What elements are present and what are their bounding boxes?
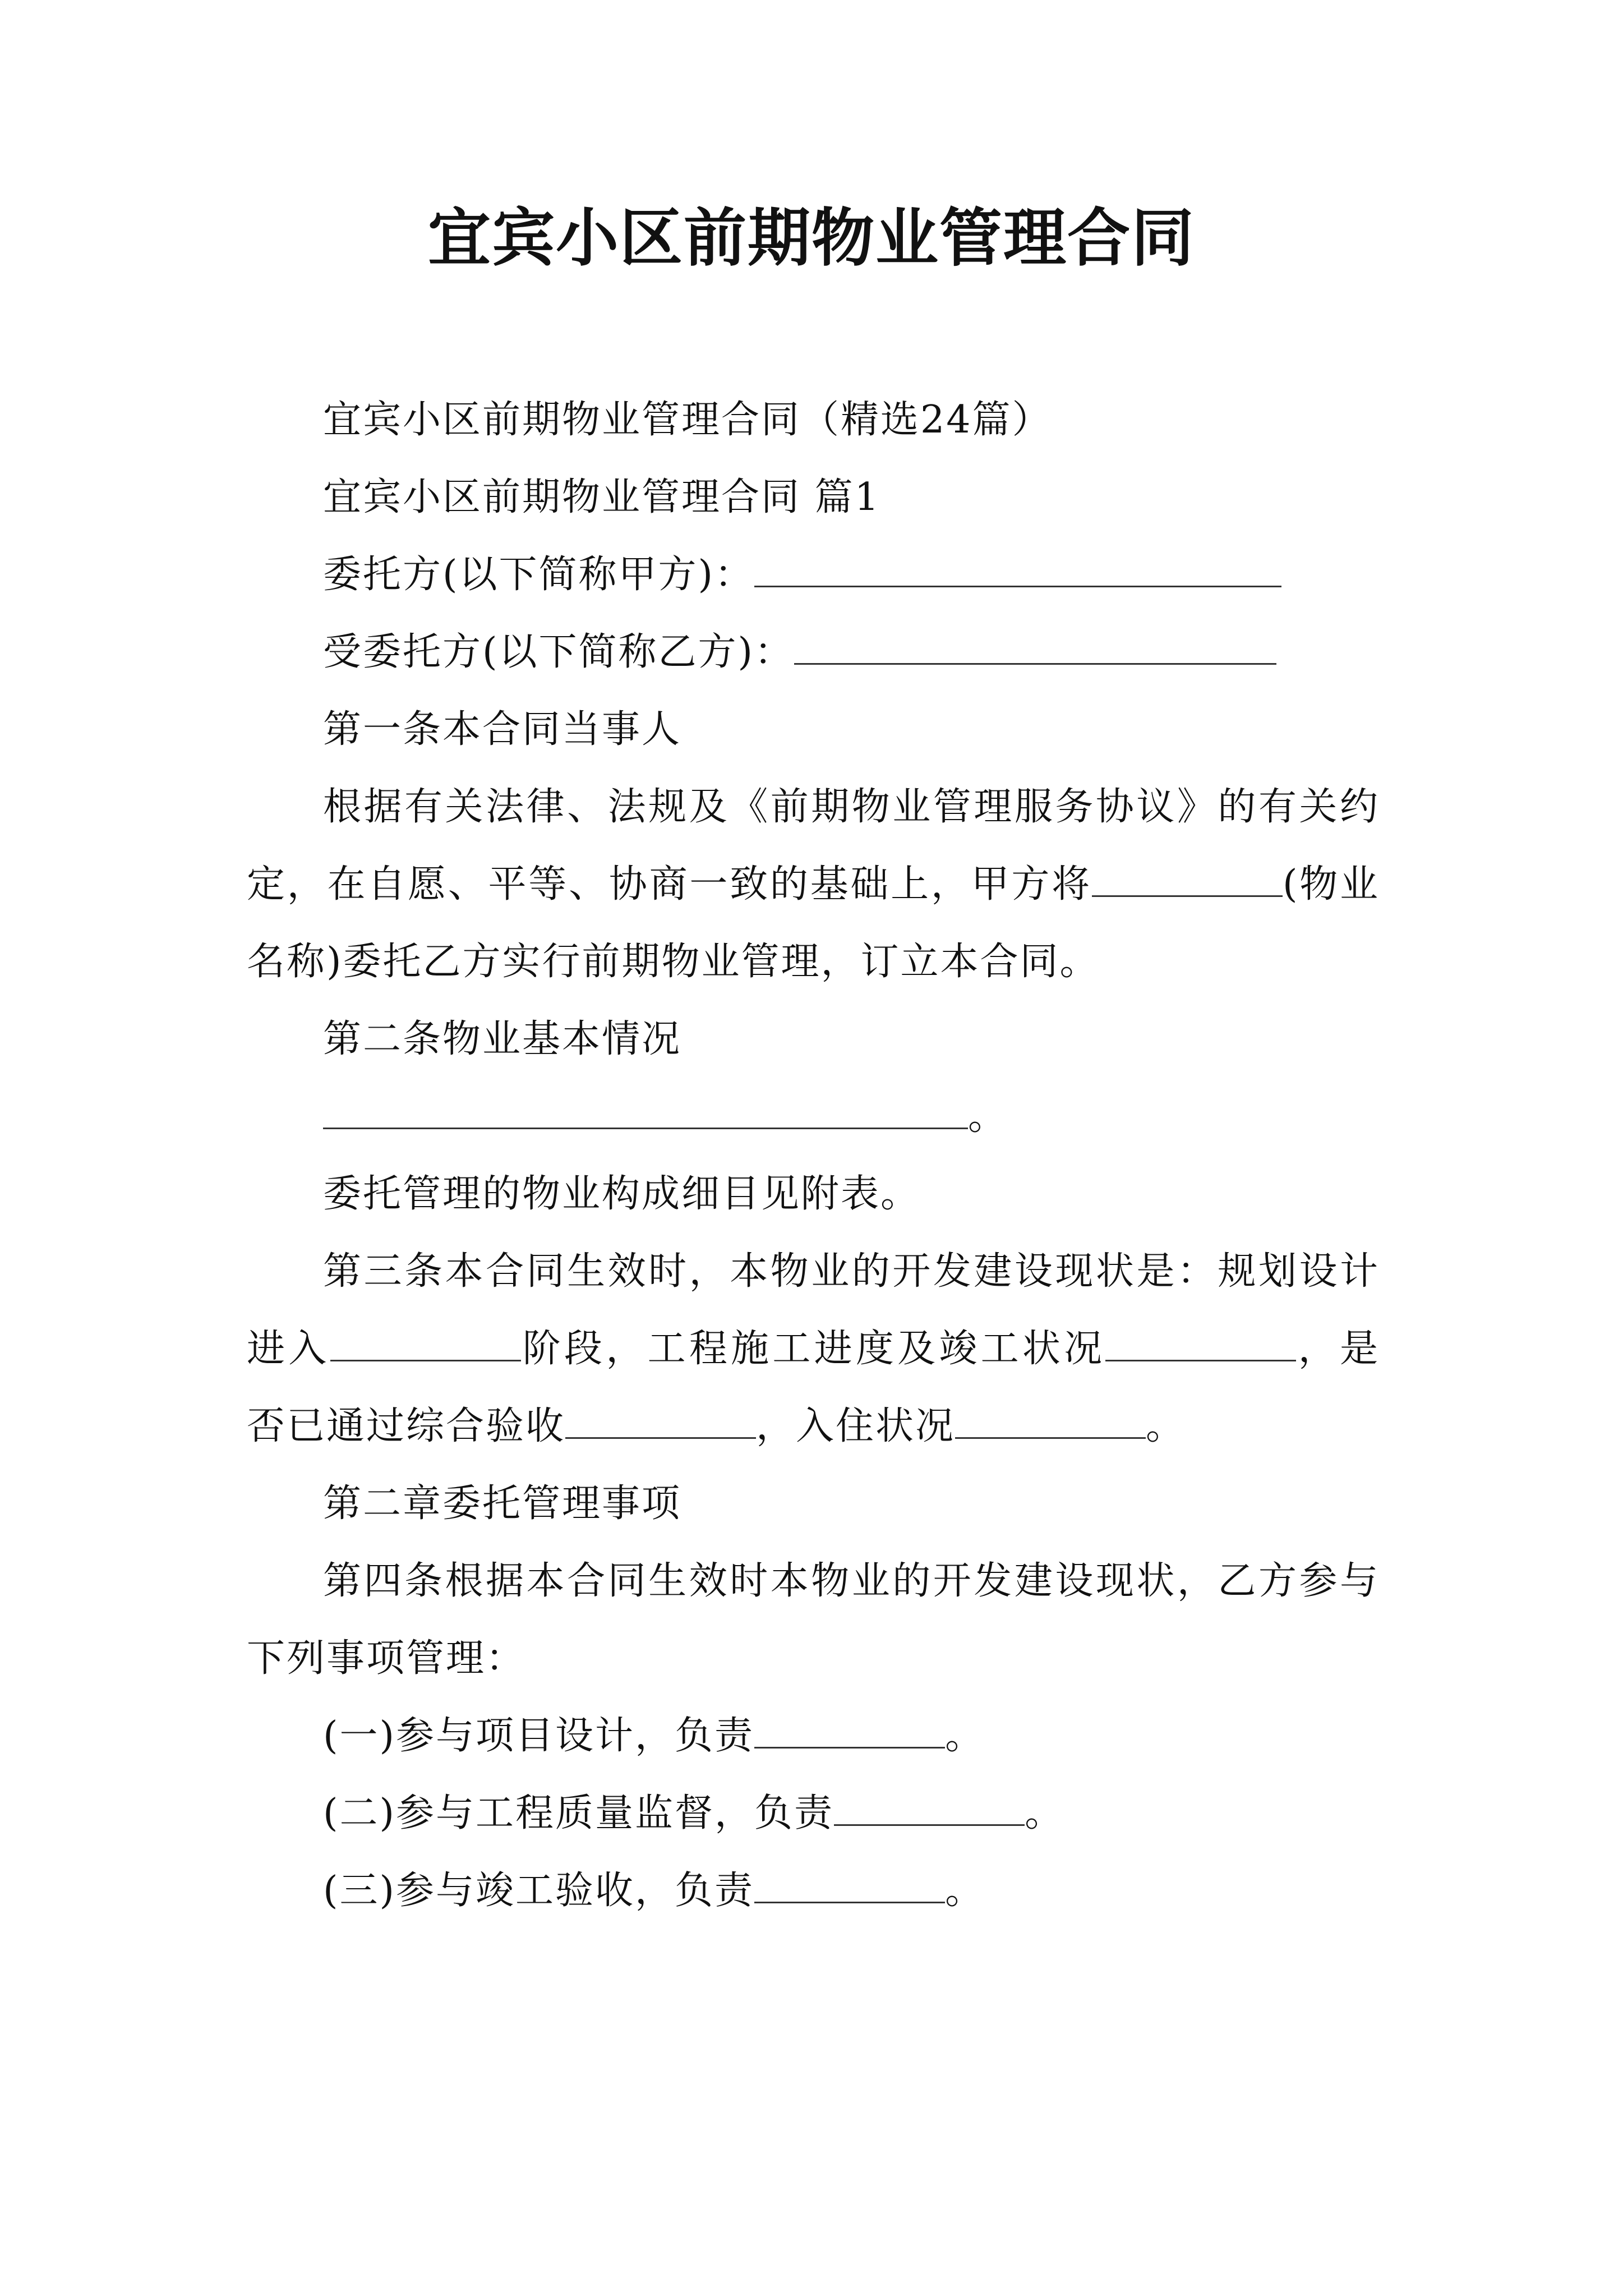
chapter-2-heading: 第二章委托管理事项 <box>323 1481 682 1526</box>
item-3-text: (三)参与竣工验收，负责 <box>323 1869 755 1913</box>
construction-status-blank <box>1105 1326 1296 1361</box>
property-info-end: 。 <box>968 1094 1008 1139</box>
property-info-line <box>247 1078 1380 1156</box>
acceptance-blank <box>565 1404 756 1439</box>
article-1-heading: 第一条本合同当事人 <box>323 707 682 752</box>
item-1-text: (一)参与项目设计，负责 <box>323 1714 755 1758</box>
principal-party-label: 委托方(以下简称甲方)： <box>323 553 755 597</box>
item-3 <box>247 1852 1380 1930</box>
article-1-text-b: (物业名称)委托乙方实行前期物业管理，订立本合同。 <box>247 862 1380 984</box>
design-stage-blank <box>330 1326 521 1361</box>
item-1 <box>247 1697 1380 1775</box>
property-name-blank <box>1092 862 1283 897</box>
article-2-heading: 第二条物业基本情况 <box>323 1017 682 1061</box>
agent-party-blank <box>794 629 1276 665</box>
collection-heading: 宜宾小区前期物业管理合同（精选24篇） <box>323 398 1052 442</box>
item-3-blank <box>754 1868 945 1903</box>
occupancy-blank <box>955 1404 1146 1439</box>
article-1-text-a: 根据有关法律、法规及《前期物业管理服务协议》的有关约定，在自愿、平等、协商一致的基础上，甲方将 <box>247 785 1380 907</box>
article-3-text <box>247 1233 1380 1465</box>
item-2 <box>247 1775 1380 1852</box>
article-3-text-e: 。 <box>1146 1404 1186 1448</box>
principal-party-blank <box>754 552 1281 587</box>
agent-party-line <box>247 614 1380 691</box>
principal-party-line <box>247 536 1380 614</box>
article-3-text-c: ，是否已通过综合验收 <box>247 1327 1380 1448</box>
section-heading: 宜宾小区前期物业管理合同 篇1 <box>323 475 880 519</box>
item-3-end: 。 <box>945 1869 985 1913</box>
item-1-blank <box>754 1713 945 1749</box>
item-1-end: 。 <box>945 1714 985 1758</box>
agent-party-label: 受委托方(以下简称乙方)： <box>323 630 795 674</box>
property-info-blank <box>323 1094 968 1129</box>
article-3-text-a: 第三条本合同生效时，本物业的开发建设现状是：规划设计进入 <box>247 1249 1380 1371</box>
article-3-text-d: ，入住状况 <box>756 1404 956 1448</box>
item-2-end: 。 <box>1025 1791 1065 1835</box>
article-4-text: 第四条根据本合同生效时本物业的开发建设现状，乙方参与下列事项管理： <box>247 1559 1380 1681</box>
item-2-blank <box>834 1791 1025 1826</box>
item-2-text: (二)参与工程质量监督，负责 <box>323 1791 834 1835</box>
document-title: 宜宾小区前期物业管理合同 <box>428 201 1195 275</box>
appendix-note: 委托管理的物业构成细目见附表。 <box>323 1172 921 1216</box>
article-3-text-b: 阶段，工程施工进度及竣工状况 <box>520 1327 1106 1371</box>
article-1-text <box>247 769 1380 1001</box>
document-body <box>247 381 1380 1930</box>
